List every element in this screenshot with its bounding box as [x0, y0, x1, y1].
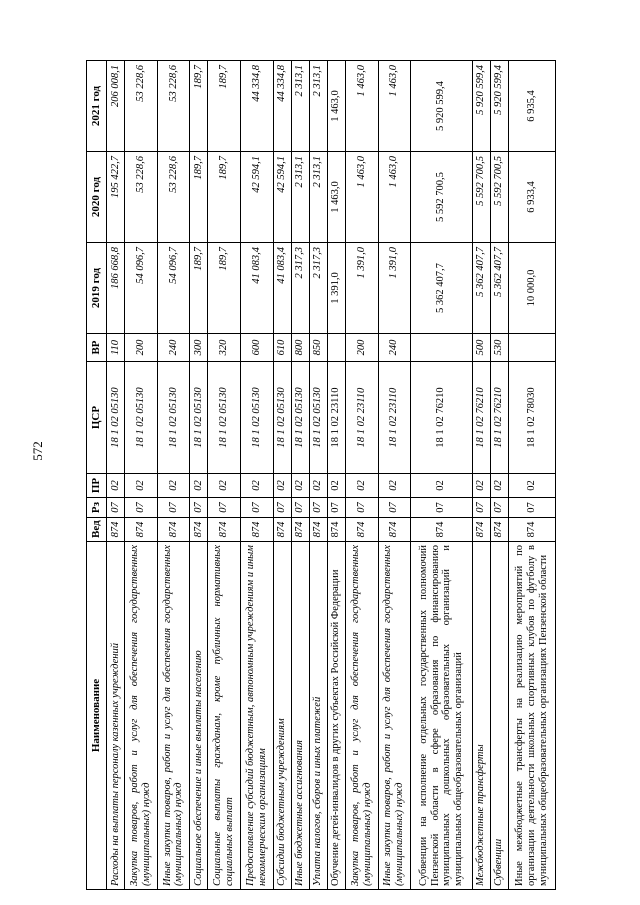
- cell-pr: 02: [107, 474, 125, 498]
- cell-ved: 874: [107, 518, 125, 542]
- table-row: [240, 61, 273, 890]
- cell-2019: 5 362 407,7: [411, 243, 473, 334]
- cell-2019: 1 391,0: [345, 243, 378, 334]
- table-row: [508, 61, 555, 890]
- cell-csr: 18 1 02 05130: [125, 362, 158, 474]
- cell-pr: 02: [291, 474, 309, 498]
- table-body: [107, 61, 556, 890]
- cell-rz: 07: [240, 498, 273, 518]
- cell-2021: 5 920 599,4: [472, 61, 490, 152]
- cell-vr: 240: [157, 334, 190, 362]
- cell-2020: 189,7: [190, 152, 208, 243]
- cell-2021: 189,7: [208, 61, 241, 152]
- header-rz: Рз: [87, 498, 107, 518]
- cell-rz: 07: [291, 498, 309, 518]
- table-row: [208, 61, 241, 890]
- cell-pr: 02: [309, 474, 327, 498]
- rotated-page: [86, 60, 556, 890]
- cell-rz: 07: [309, 498, 327, 518]
- cell-rz: 07: [345, 498, 378, 518]
- cell-csr: 18 1 02 23110: [378, 362, 411, 474]
- cell-2019: 5 362 407,7: [490, 243, 508, 334]
- cell-2021: 1 463,0: [378, 61, 411, 152]
- cell-csr: 18 1 02 76210: [490, 362, 508, 474]
- cell-vr: 320: [208, 334, 241, 362]
- cell-2019: 186 668,8: [107, 243, 125, 334]
- cell-2020: 6 933,4: [508, 152, 555, 243]
- cell-2021: 6 935,4: [508, 61, 555, 152]
- cell-2020: 42 594,1: [240, 152, 273, 243]
- cell-csr: 18 1 02 05130: [291, 362, 309, 474]
- cell-2019: 41 083,4: [273, 243, 291, 334]
- cell-vr: 800: [291, 334, 309, 362]
- cell-ved: 874: [472, 518, 490, 542]
- table-row: [125, 61, 158, 890]
- cell-name: Иные закупки товаров, работ и услуг для обеспечения государственных (муниципальных) нужд: [378, 542, 411, 890]
- table-row: [472, 61, 490, 890]
- cell-csr: 18 1 02 05130: [107, 362, 125, 474]
- table-row: [291, 61, 309, 890]
- cell-name: Обучение детей-инвалидов в других субъектах Российской Федерации: [327, 542, 345, 890]
- cell-pr: 02: [190, 474, 208, 498]
- table-row: [309, 61, 327, 890]
- cell-pr: 02: [125, 474, 158, 498]
- cell-2019: 41 083,4: [240, 243, 273, 334]
- cell-name: Расходы на выплаты персоналу казенных учреждений: [107, 542, 125, 890]
- cell-rz: 07: [490, 498, 508, 518]
- cell-pr: 02: [273, 474, 291, 498]
- cell-name: Уплата налогов, сборов и иных платежей: [309, 542, 327, 890]
- cell-rz: 07: [273, 498, 291, 518]
- cell-csr: 18 1 02 23110: [327, 362, 345, 474]
- cell-rz: 07: [411, 498, 473, 518]
- cell-name: Социальные выплаты гражданам, кроме публичных нормативных социальных выплат: [208, 542, 241, 890]
- cell-rz: 07: [378, 498, 411, 518]
- header-vr: ВР: [87, 334, 107, 362]
- cell-ved: 874: [208, 518, 241, 542]
- cell-2019: 2 317,3: [291, 243, 309, 334]
- cell-2020: 2 313,1: [309, 152, 327, 243]
- cell-name: Закупка товаров, работ и услуг для обеспечения государственных (муниципальных) нужд: [125, 542, 158, 890]
- cell-ved: 874: [327, 518, 345, 542]
- cell-name: Иные бюджетные ассигнования: [291, 542, 309, 890]
- cell-csr: 18 1 02 23110: [345, 362, 378, 474]
- table-row: [378, 61, 411, 890]
- cell-2020: 5 592 700,5: [472, 152, 490, 243]
- cell-2020: 1 463,0: [345, 152, 378, 243]
- cell-2021: 206 008,1: [107, 61, 125, 152]
- cell-ved: 874: [490, 518, 508, 542]
- header-csr: ЦСР: [87, 362, 107, 474]
- cell-csr: 18 1 02 76210: [472, 362, 490, 474]
- header-name: Наименование: [87, 542, 107, 890]
- cell-pr: 02: [327, 474, 345, 498]
- table-header-row: [87, 61, 107, 890]
- cell-2021: 44 334,8: [273, 61, 291, 152]
- cell-2021: 53 228,6: [157, 61, 190, 152]
- cell-2019: 1 391,0: [378, 243, 411, 334]
- budget-table: [86, 60, 556, 890]
- cell-vr: 200: [125, 334, 158, 362]
- cell-name: Социальное обеспечение и иные выплаты населению: [190, 542, 208, 890]
- cell-ved: 874: [508, 518, 555, 542]
- cell-ved: 874: [157, 518, 190, 542]
- cell-vr: [508, 334, 555, 362]
- cell-2021: 5 920 599,4: [411, 61, 473, 152]
- cell-name: Межбюджетные трансферты: [472, 542, 490, 890]
- cell-ved: 874: [190, 518, 208, 542]
- cell-2020: 42 594,1: [273, 152, 291, 243]
- cell-2021: 189,7: [190, 61, 208, 152]
- cell-rz: 07: [190, 498, 208, 518]
- cell-2021: 53 228,6: [125, 61, 158, 152]
- cell-2020: 5 592 700,5: [490, 152, 508, 243]
- cell-2019: 54 096,7: [125, 243, 158, 334]
- cell-pr: 02: [240, 474, 273, 498]
- cell-2021: 1 463,0: [327, 61, 345, 152]
- cell-2020: 189,7: [208, 152, 241, 243]
- cell-rz: 07: [107, 498, 125, 518]
- cell-pr: 02: [378, 474, 411, 498]
- cell-csr: 18 1 02 05130: [240, 362, 273, 474]
- cell-pr: 02: [208, 474, 241, 498]
- cell-2020: 195 422,7: [107, 152, 125, 243]
- cell-vr: [411, 334, 473, 362]
- cell-csr: 18 1 02 05130: [309, 362, 327, 474]
- cell-2019: 1 391,0: [327, 243, 345, 334]
- cell-2021: 2 313,1: [291, 61, 309, 152]
- cell-csr: 18 1 02 05130: [190, 362, 208, 474]
- table-row: [107, 61, 125, 890]
- cell-pr: 02: [345, 474, 378, 498]
- cell-rz: 07: [157, 498, 190, 518]
- cell-vr: 610: [273, 334, 291, 362]
- header-ved: Вед: [87, 518, 107, 542]
- cell-csr: 18 1 02 05130: [208, 362, 241, 474]
- cell-vr: 300: [190, 334, 208, 362]
- cell-ved: 874: [411, 518, 473, 542]
- cell-ved: 874: [240, 518, 273, 542]
- table-row: [190, 61, 208, 890]
- cell-vr: [327, 334, 345, 362]
- cell-2020: 53 228,6: [125, 152, 158, 243]
- cell-vr: 530: [490, 334, 508, 362]
- page-number: 572: [30, 441, 45, 461]
- cell-2021: 5 920 599,4: [490, 61, 508, 152]
- cell-pr: 02: [157, 474, 190, 498]
- cell-vr: 110: [107, 334, 125, 362]
- cell-name: Закупка товаров, работ и услуг для обеспечения государственных (муниципальных) нужд: [345, 542, 378, 890]
- cell-ved: 874: [309, 518, 327, 542]
- cell-rz: 07: [208, 498, 241, 518]
- cell-name: Предоставление субсидий бюджетным, автономным учреждениям и иным некоммерческим организациям: [240, 542, 273, 890]
- cell-vr: 850: [309, 334, 327, 362]
- cell-rz: 07: [472, 498, 490, 518]
- cell-2019: 189,7: [208, 243, 241, 334]
- cell-ved: 874: [345, 518, 378, 542]
- table-row: [157, 61, 190, 890]
- cell-pr: 02: [490, 474, 508, 498]
- cell-2020: 1 463,0: [378, 152, 411, 243]
- cell-2019: 54 096,7: [157, 243, 190, 334]
- cell-2019: 10 000,0: [508, 243, 555, 334]
- table-row: [411, 61, 473, 890]
- cell-name: Субвенции: [490, 542, 508, 890]
- cell-2019: 189,7: [190, 243, 208, 334]
- header-2021: 2021 год: [87, 61, 107, 152]
- cell-csr: 18 1 02 05130: [273, 362, 291, 474]
- table-row: [490, 61, 508, 890]
- cell-ved: 874: [273, 518, 291, 542]
- cell-2020: 1 463,0: [327, 152, 345, 243]
- cell-2021: 44 334,8: [240, 61, 273, 152]
- cell-rz: 07: [508, 498, 555, 518]
- table-row: [273, 61, 291, 890]
- cell-2020: 53 228,6: [157, 152, 190, 243]
- table-row: [327, 61, 345, 890]
- cell-ved: 874: [291, 518, 309, 542]
- cell-ved: 874: [125, 518, 158, 542]
- cell-vr: 600: [240, 334, 273, 362]
- header-pr: ПР: [87, 474, 107, 498]
- cell-2021: 2 313,1: [309, 61, 327, 152]
- header-2019: 2019 год: [87, 243, 107, 334]
- cell-2020: 5 592 700,5: [411, 152, 473, 243]
- cell-vr: 240: [378, 334, 411, 362]
- cell-ved: 874: [378, 518, 411, 542]
- cell-2021: 1 463,0: [345, 61, 378, 152]
- cell-name: Субсидии бюджетным учреждениям: [273, 542, 291, 890]
- cell-name: Субвенции на исполнение отдельных государственных полномочий Пензенской области в сфере образования по финансированию муниципальных дошкольных образовательных организаций и муниципальных общеобразовательных организаций: [411, 542, 473, 890]
- cell-pr: 02: [472, 474, 490, 498]
- cell-csr: 18 1 02 76210: [411, 362, 473, 474]
- cell-2019: 2 317,3: [309, 243, 327, 334]
- cell-2019: 5 362 407,7: [472, 243, 490, 334]
- cell-name: Иные межбюджетные трансферты на реализацию мероприятий по организации деятельности школьных спортивных клубов по футболу в муниципальных общеобразовательных организациях Пензенской области: [508, 542, 555, 890]
- table-row: [345, 61, 378, 890]
- cell-rz: 07: [125, 498, 158, 518]
- cell-pr: 02: [508, 474, 555, 498]
- cell-csr: 18 1 02 05130: [157, 362, 190, 474]
- cell-rz: 07: [327, 498, 345, 518]
- cell-vr: 200: [345, 334, 378, 362]
- cell-2020: 2 313,1: [291, 152, 309, 243]
- header-2020: 2020 год: [87, 152, 107, 243]
- cell-pr: 02: [411, 474, 473, 498]
- cell-vr: 500: [472, 334, 490, 362]
- cell-csr: 18 1 02 78030: [508, 362, 555, 474]
- cell-name: Иные закупки товаров, работ и услуг для обеспечения государственных (муниципальных) нужд: [157, 542, 190, 890]
